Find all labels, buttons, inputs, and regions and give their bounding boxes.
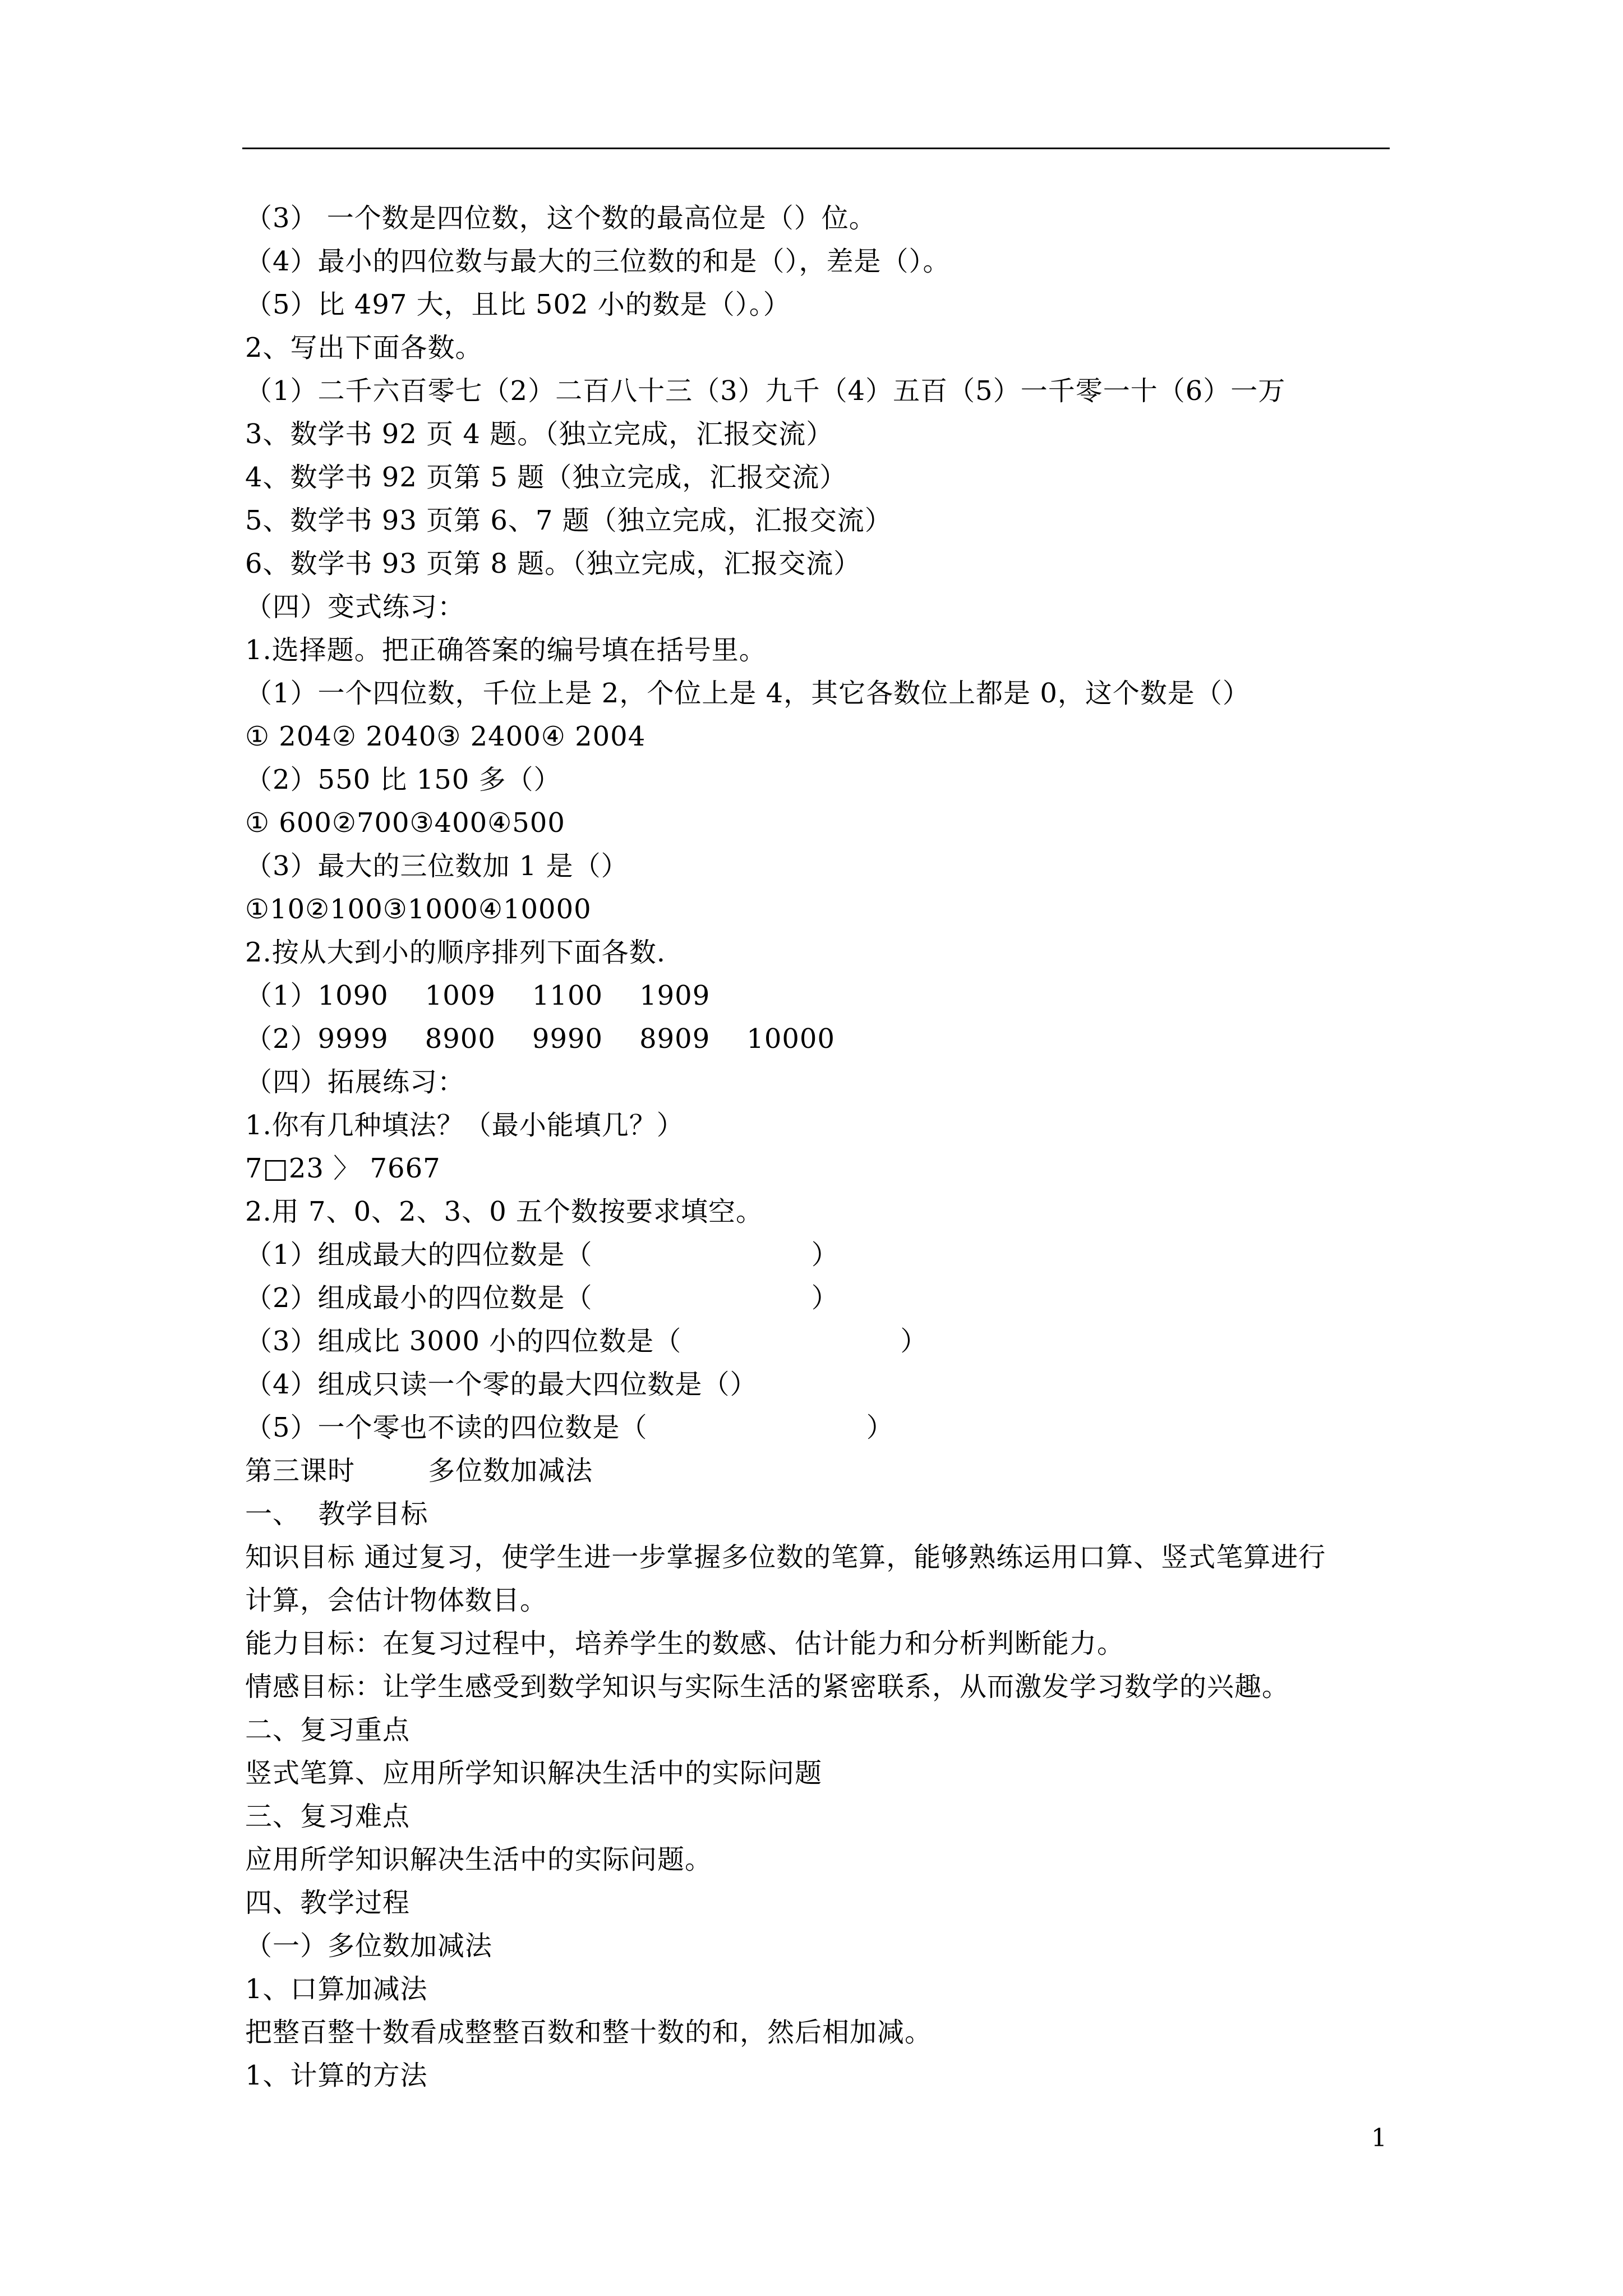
text-line: 计算，会估计物体数目。	[245, 1585, 548, 1616]
text-line: （2）9999 8900 9990 8909 10000	[245, 1023, 835, 1055]
section-heading: 三、复习难点	[245, 1801, 411, 1832]
text-line: 5、数学书 93 页第 6、7 题（独立完成，汇报交流）	[245, 505, 892, 536]
text-line: 1、计算的方法	[245, 2060, 428, 2091]
text-line: 2.按从大到小的顺序排列下面各数.	[245, 937, 666, 968]
text-line: （2）550 比 150 多（）	[245, 764, 561, 795]
answer-options: ① 600②700③400④500	[245, 807, 565, 839]
text-line: （5）一个零也不读的四位数是（ ）	[245, 1412, 894, 1443]
header-rule	[242, 148, 1390, 149]
text-line: 3、数学书 92 页 4 题。（独立完成，汇报交流）	[245, 418, 834, 450]
text-line: （3）组成比 3000 小的四位数是（ ）	[245, 1326, 928, 1357]
answer-options: ①10②100③1000④10000	[245, 894, 592, 925]
text-line: 竖式笔算、应用所学知识解决生活中的实际问题	[245, 1757, 823, 1789]
text-line: 知识目标 通过复习，使学生进一步掌握多位数的笔算，能够熟练运用口算、竖式笔算进行	[245, 1542, 1326, 1573]
text-line: 1.你有几种填法？（最小能填几？）	[245, 1110, 684, 1141]
text-line: 情感目标：让学生感受到数学知识与实际生活的紧密联系，从而激发学习数学的兴趣。	[245, 1671, 1290, 1703]
section-heading: （一）多位数加减法	[245, 1930, 493, 1962]
text-line: （1）一个四位数，千位上是 2，个位上是 4，其它各数位上都是 0，这个数是（）	[245, 678, 1250, 709]
text-line: 把整百整十数看成整整百数和整十数的和，然后相加减。	[245, 2017, 933, 2048]
document-body	[245, 197, 1395, 2097]
text-line: 1.选择题。把正确答案的编号填在括号里。	[245, 634, 767, 666]
text-line: 6、数学书 93 页第 8 题。（独立完成，汇报交流）	[245, 548, 861, 579]
text-line: （3） 一个数是四位数，这个数的最高位是（）位。	[245, 203, 877, 234]
page-number: 1	[1371, 2124, 1387, 2152]
text-line: （1）1090 1009 1100 1909	[245, 980, 711, 1011]
text-line: 7□23 〉 7667	[245, 1153, 441, 1184]
section-heading: （四）变式练习：	[245, 591, 465, 623]
text-line: （4）组成只读一个零的最大四位数是（）	[245, 1369, 758, 1400]
section-heading: 2、写出下面各数。	[245, 332, 483, 364]
text-line: 2.用 7、0、2、3、0 五个数按要求填空。	[245, 1196, 764, 1227]
answer-options: ① 204② 2040③ 2400④ 2004	[245, 721, 646, 752]
text-line: （1）二千六百零七（2）二百八十三（3）九千（4）五百（5）一千零一十（6）一万	[245, 375, 1286, 407]
text-line: 能力目标：在复习过程中，培养学生的数感、估计能力和分析判断能力。	[245, 1628, 1125, 1659]
lesson-title: 第三课时 多位数加减法	[245, 1455, 593, 1487]
text-line: （4）最小的四位数与最大的三位数的和是（），差是（）。	[245, 246, 951, 277]
section-heading: 四、教学过程	[245, 1887, 411, 1918]
text-line: 4、数学书 92 页第 5 题（独立完成，汇报交流）	[245, 462, 847, 493]
text-line: （2）组成最小的四位数是（ ）	[245, 1282, 839, 1314]
section-heading: （四）拓展练习：	[245, 1066, 465, 1098]
text-line: 1、口算加减法	[245, 1973, 428, 2005]
section-heading: 一、 教学目标	[245, 1498, 428, 1530]
text-line: （1）组成最大的四位数是（ ）	[245, 1239, 839, 1271]
text-line: （5）比 497 大，且比 502 小的数是（）。）	[245, 289, 791, 320]
text-line: （3）最大的三位数加 1 是（）	[245, 850, 629, 882]
text-line: 应用所学知识解决生活中的实际问题。	[245, 1844, 713, 1875]
section-heading: 二、复习重点	[245, 1714, 411, 1746]
